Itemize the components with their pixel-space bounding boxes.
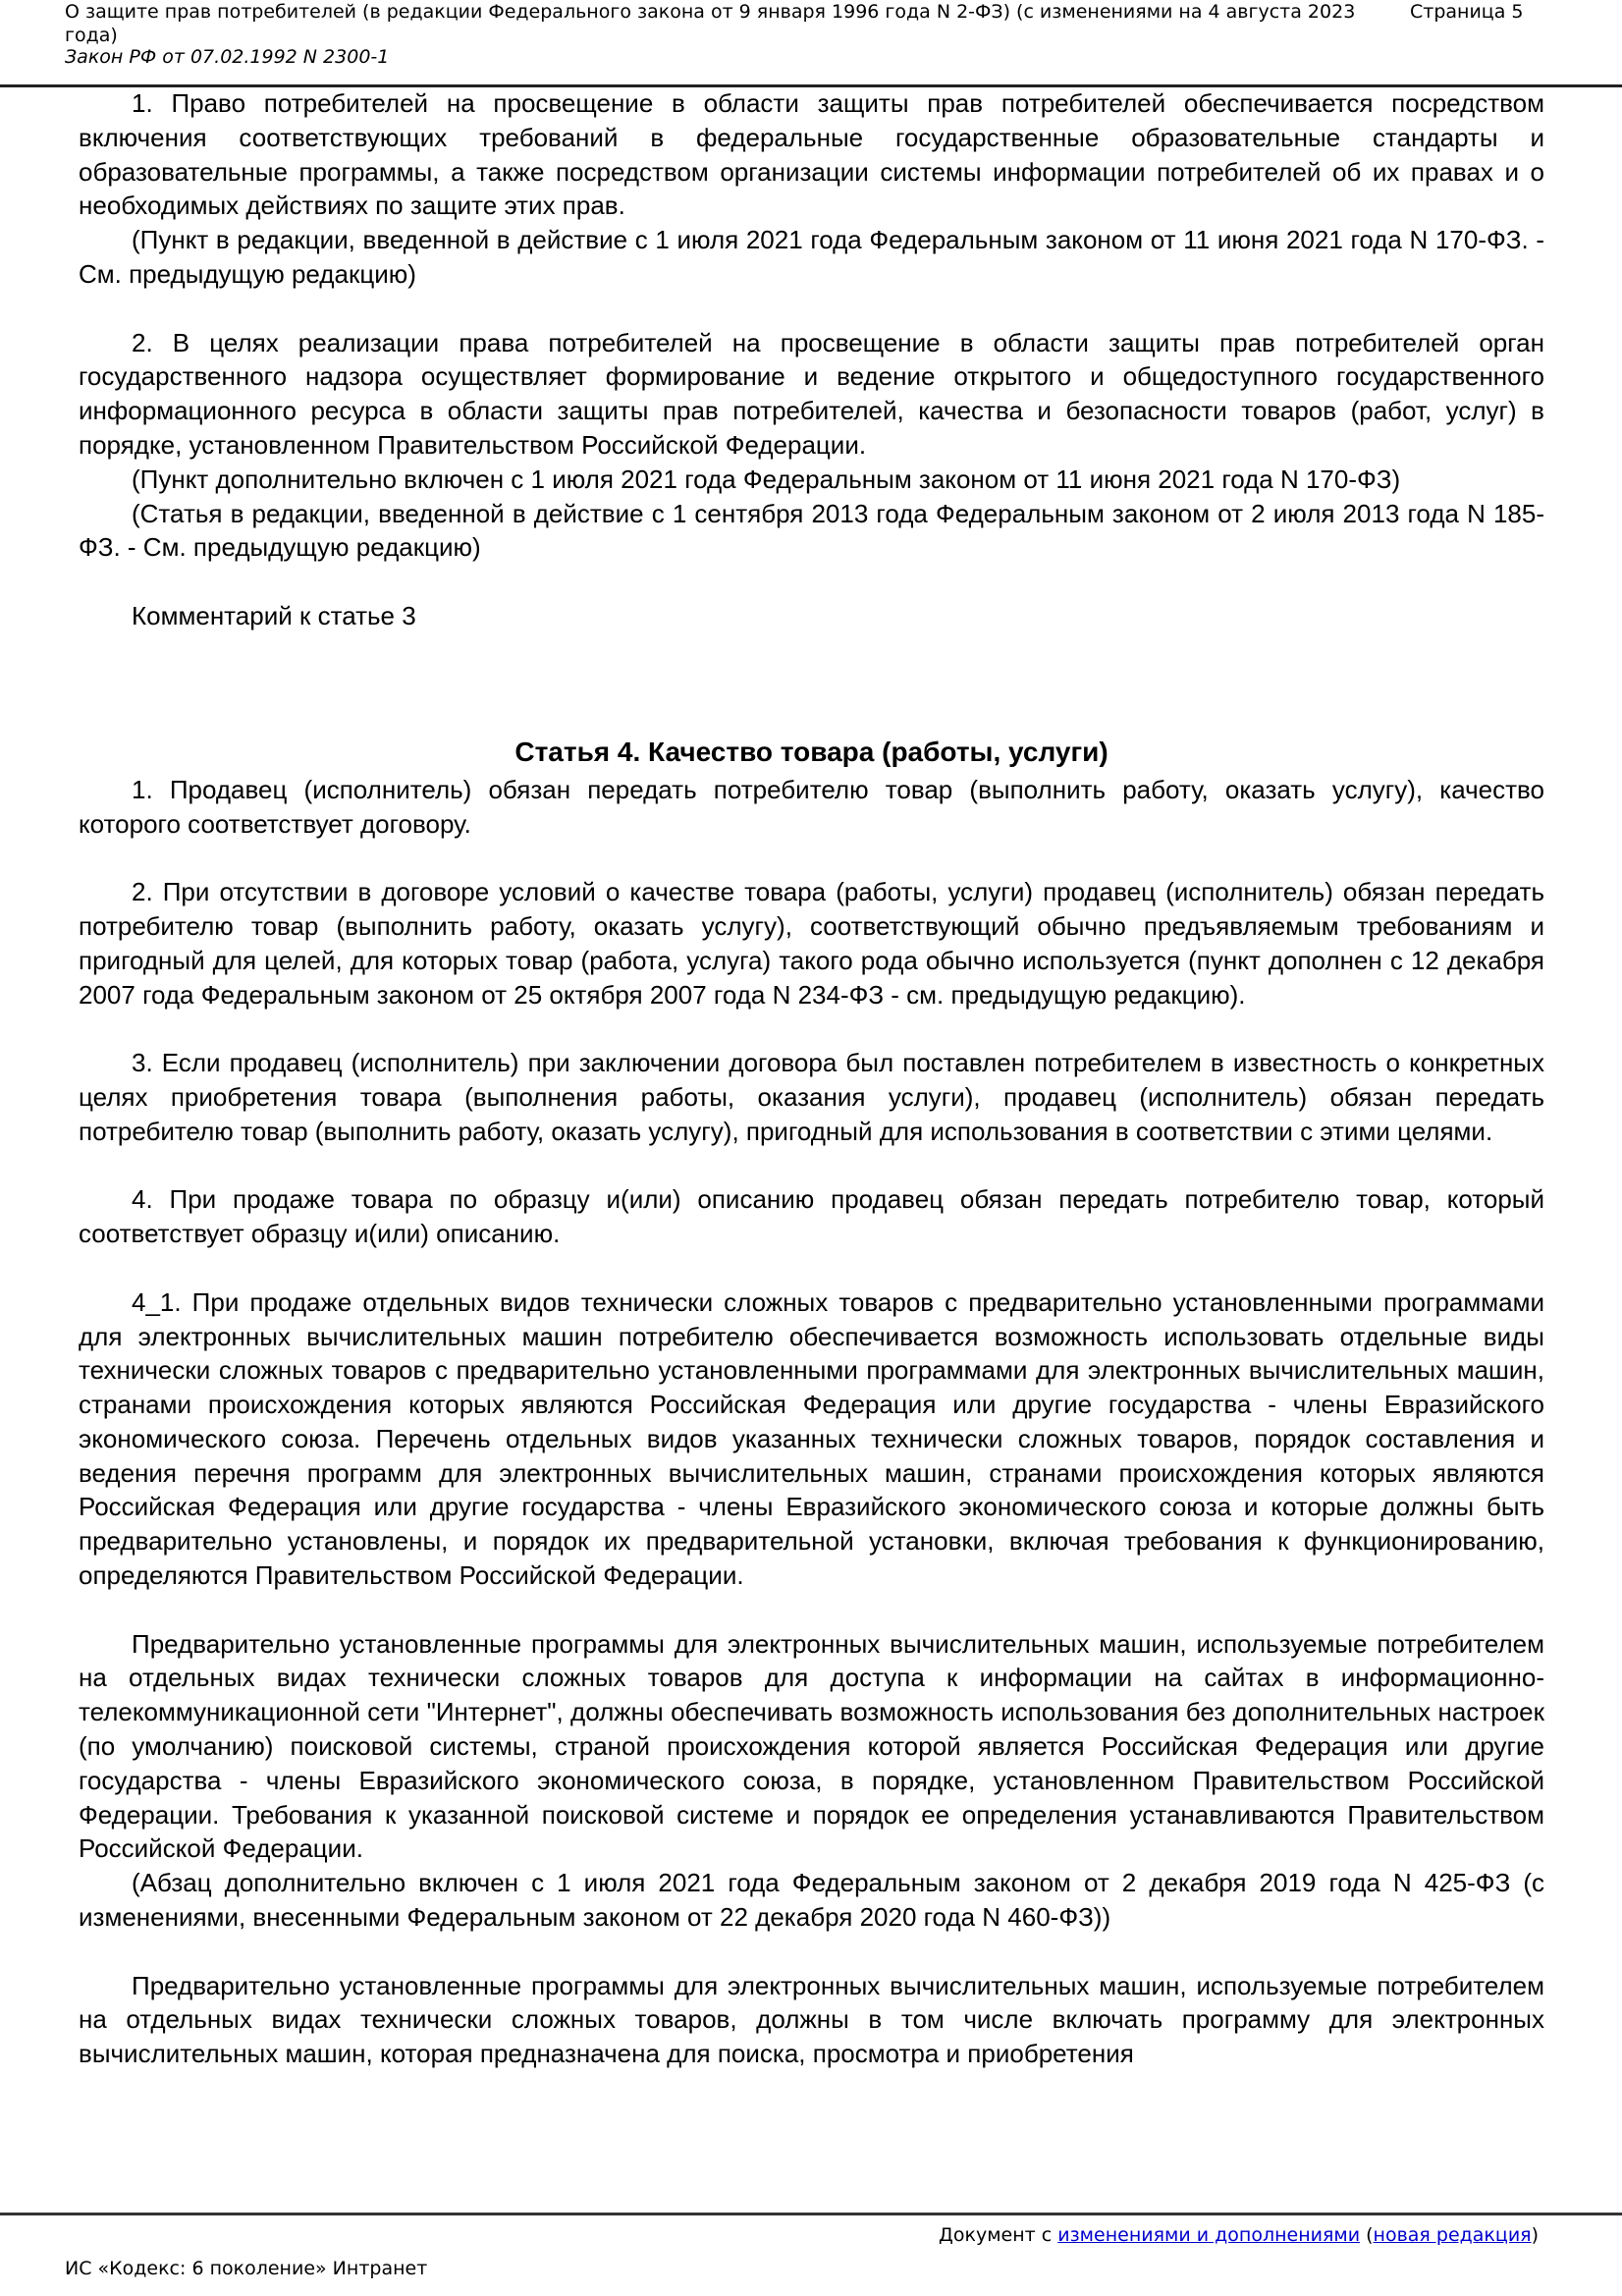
article-3-point-1-note: (Пункт в редакции, введенной в действие с 1 июля 2021 года Федеральным законом от 11 июня 2021 года N 170-ФЗ. - См. предыдущую редакцию) [79, 225, 1544, 289]
article-4-point-1: 1. Продавец (исполнитель) обязан передать потребителю товар (выполнить работу, оказать услугу), качество которого соответствует договору. [79, 774, 1544, 839]
article-4-point-4-1-paragraph-3: Предварительно установленные программы для электронных вычислительных машин, используемые потребителем на отдельных видах технически сложных товаров, должны в том числе включать программу для электронных вычислительных машин, которая предназначена для поиска, просмотра и приобретения [79, 1970, 1544, 2069]
system-name: ИС «Кодекс: 6 поколение» Интранет [65, 2258, 428, 2279]
article-4-point-2: 2. При отсутствии в договоре условий о качестве товара (работы, услуги) продавец (исполнитель) обязан передать потребителю товар (выполнить работу, оказать услугу), соответствующий обычно предъявляемым требованиям и пригодный для целей, для которых товар (работа, услуга) такого рода обычно используется (пункт дополнен с 12 декабря 2007 года Федеральным законом от 25 октября 2007 года N 234-ФЗ - см. предыдущую редакцию). [79, 877, 1544, 1010]
document-subtitle: Закон РФ от 07.02.1992 N 2300-1 [65, 46, 390, 68]
document-status [939, 2222, 1539, 2248]
article-4-point-3: 3. Если продавец (исполнитель) при заключении договора был поставлен потребителем в известность о конкретных целях приобретения товара (выполнения работы, оказания услуги), продавец (исполнитель) обязан передать потребителю товар (выполнить работу, оказать услугу), пригодный для использования в соответствии с этими целями. [79, 1048, 1544, 1146]
document-body [79, 86, 1544, 2071]
article-3-edition-note: (Статья в редакции, введенной в действие с 1 сентября 2013 года Федеральным законом от 2 июля 2013 года N 185-ФЗ. - См. предыдущую редакцию) [79, 498, 1544, 563]
paren-open: ( [1360, 2224, 1374, 2246]
article-4-point-4: 4. При продаже товара по образцу и(или) описанию продавец обязан передать потребителю товар, который соответствует образцу и(или) описанию. [79, 1184, 1544, 1249]
article-3-comment-link[interactable]: Комментарий к статье 3 [132, 600, 416, 630]
article-3-point-2: 2. В целях реализации права потребителей на просвещение в области защиты прав потребителей орган государственного надзора осуществляет формирование и ведение открытого и общедоступного государственного информационного ресурса в области защиты прав потребителей, качества и безопасности товаров (работ, услуг) в порядке, установленном Правительством Российской Федерации. [79, 327, 1544, 460]
footer-divider [0, 2213, 1622, 2215]
document-status-prefix: Документ с [939, 2224, 1058, 2246]
page-number: Страница 5 [1410, 1, 1524, 23]
article-4-point-4-1-paragraph-2-note: (Абзац дополнительно включен с 1 июля 2021 года Федеральным законом от 2 декабря 2019 года N 425-ФЗ (с изменениями, внесенными Федеральным законом от 22 декабря 2020 года N 460-ФЗ)) [79, 1868, 1544, 1933]
article-4-point-4-1-paragraph-2: Предварительно установленные программы для электронных вычислительных машин, используемые потребителем на отдельных видах технически сложных товаров для доступа к информации на сайтах в информационно-телекоммуникационной сети "Интернет", должны обеспечивать возможность использования без дополнительных настроек (по умолчанию) поисковой системы, страной происхождения которой является Российская Федерация или другие государства - члены Евразийского экономического союза, в порядке, установленном Правительством Российской Федерации. Требования к указанной поисковой системе и порядок ее определения устанавливаются Правительством Российской Федерации. [79, 1628, 1544, 1864]
article-3-point-2-note: (Пункт дополнительно включен с 1 июля 2021 года Федеральным законом от 11 июня 2021 года N 170-ФЗ) [132, 464, 1401, 494]
changes-link[interactable]: изменениями и дополнениями [1057, 2224, 1361, 2246]
article-4-heading: Статья 4. Качество товара (работы, услуги) [514, 736, 1108, 767]
article-4-point-4-1: 4_1. При продаже отдельных видов технически сложных товаров с предварительно установленными программами для электронных вычислительных машин потребителю обеспечивается возможность использовать отдельные виды технически сложных товаров с предварительно установленными программами для электронных вычислительных машин, странами происхождения которых являются Российская Федерация или другие государства - члены Евразийского экономического союза. Перечень отдельных видов указанных технически сложных товаров, порядок составления и ведения перечня программ для электронных вычислительных машин, странами происхождения которых являются Российская Федерация или другие государства - члены Евразийского экономического союза и которые должны быть предварительно установлены, и порядок их предварительной установки, включая требования к функционированию, определяются Правительством Российской Федерации. [79, 1286, 1544, 1591]
article-3-point-1: 1. Право потребителей на просвещение в области защиты прав потребителей обеспечивается посредством включения соответствующих требований в федеральные государственные образовательные стандарты и образовательные программы, а также посредством организации системы информации потребителей об их правах и о необходимых действиях по защите этих прав. [79, 88, 1544, 221]
document-title: О защите прав потребителей (в редакции Федерального закона от 9 января 1996 года N 2-ФЗ) (с изменениями на 4 августа 2023 года) [65, 1, 1356, 46]
new-edition-link[interactable]: новая редакция [1373, 2224, 1532, 2246]
paren-close: ) [1531, 2224, 1540, 2246]
